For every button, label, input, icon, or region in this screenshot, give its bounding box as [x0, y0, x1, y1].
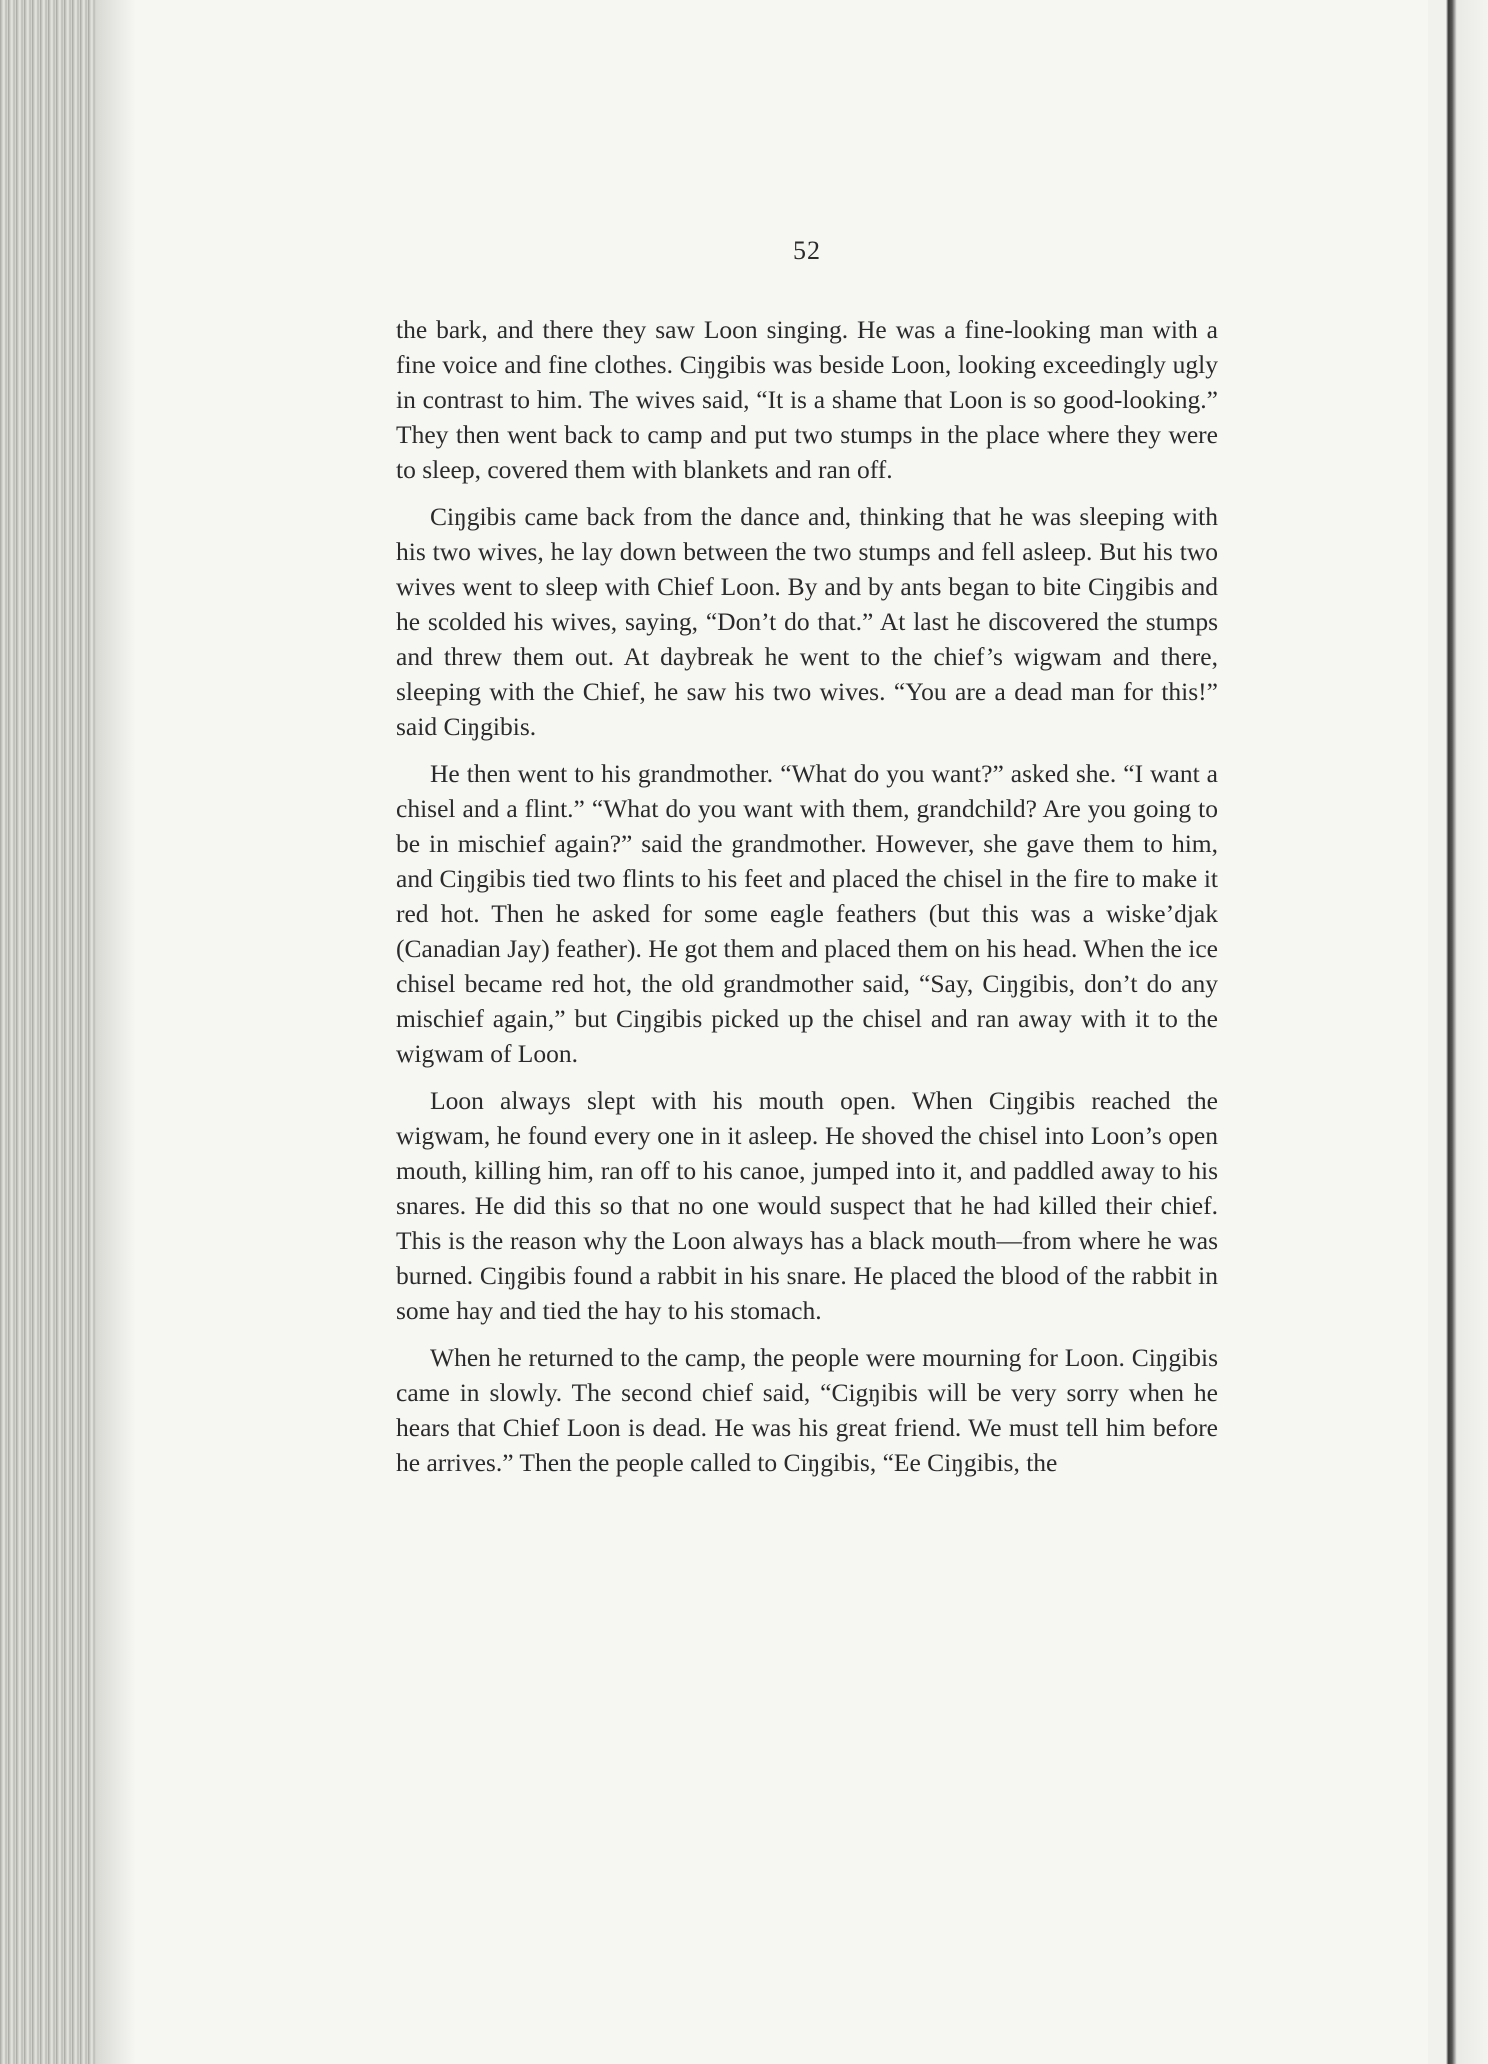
paragraph-4: Loon always slept with his mouth open. When Ciŋgibis reached the wigwam, he found every one in it asleep. He shoved the chisel into Loon’s open mouth, killing him, ran off to his canoe, jumped into it, and paddled away to his snares. He did this so that no one would suspect that he had killed their chief. This is the reason why the Loon always has a black mouth—from where he was burned. Ciŋgibis found a rabbit in his snare. He placed the blood of the rabbit in some hay and tied the hay to his stomach.	[396, 1086, 1218, 1325]
paragraph-3: He then went to his grandmother. “What do you want?” asked she. “I want a chisel and a flint.” “What do you want with them, grandchild? Are you going to be in mischief again?” said the grandmother. However, she gave them to him, and Ciŋgibis tied two flints to his feet and placed the chisel in the fire to make it red hot. Then he asked for some eagle feathers (but this was a wiske’djak (Canadian Jay) feather). He got them and placed them on his head. When the ice chisel became red hot, the old grandmother said, “Say, Ciŋgibis, don’t do any mischief again,” but Ciŋgibis picked up the chisel and ran away with it to the wigwam of Loon.	[396, 759, 1218, 1068]
next-page-edge	[1428, 0, 1488, 2064]
gutter-shadow	[96, 0, 136, 2064]
paragraph-5: When he returned to the camp, the people were mourning for Loon. Ciŋgibis came in slowly. The second chief said, “Cigŋibis will be very sorry when he hears that Chief Loon is dead. He was his great friend. We must tell him before he arrives.” Then the people called to Ciŋgibis, “Ee Ciŋgibis, the	[396, 1343, 1218, 1477]
paragraph-1: the bark, and there they saw Loon singing. He was a fine-looking man with a fine voice and fine clothes. Ciŋgibis was beside Loon, looking exceedingly ugly in contrast to him. The wives said, “It is a shame that Loon is so good-looking.” They then went back to camp and put two stumps in the place where they were to sleep, covered them with blankets and ran off.	[396, 315, 1218, 484]
page-number: 52	[793, 236, 821, 265]
paragraph-2: Ciŋgibis came back from the dance and, thinking that he was sleeping with his two wives, he lay down between the two stumps and fell asleep. But his two wives went to sleep with Chief Loon. By and by ants began to bite Ciŋgibis and he scolded his wives, saying, “Don’t do that.” At last he discovered the stumps and threw them out. At daybreak he went to the chief’s wigwam and there, sleeping with the Chief, he saw his two wives. “You are a dead man for this!” said Ciŋgibis.	[396, 502, 1218, 741]
book-page	[396, 236, 1218, 1492]
book-gutter	[0, 0, 96, 2064]
